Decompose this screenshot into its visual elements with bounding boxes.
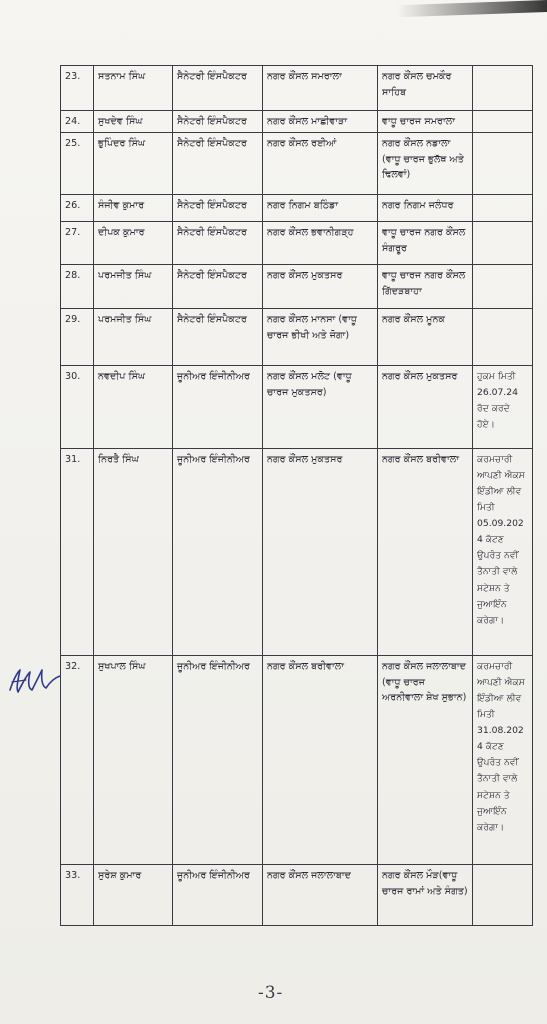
from-station-cell: ਨਗਰ ਕੌਂਸਲ ਮੁਕਤਸਰ (263, 264, 378, 308)
table-row (61, 655, 533, 864)
table-row (61, 111, 533, 133)
name-cell: ਸੁਖਪਾਲ ਸਿੰਘ (94, 655, 173, 864)
serial-cell: 27. (61, 221, 94, 264)
serial-cell: 31. (61, 448, 94, 655)
table-row (61, 448, 533, 655)
table-row (61, 864, 533, 925)
post-cell: ਸੈਨੇਟਰੀ ਇੰਸਪੈਕਟਰ (173, 221, 263, 264)
table-row (61, 308, 533, 365)
to-station-cell: ਨਗਰ ਕੌਂਸਲ ਜਲਾਲਾਬਾਦ (ਵਾਧੂ ਚਾਰਜ ਅਰਨੀਵਾਲਾ ਸ਼ੇਖ ਸੁਭਾਨ) (378, 655, 473, 864)
post-cell: ਜੂਨੀਅਰ ਇੰਜੀਨੀਅਰ (173, 365, 263, 448)
to-station-cell: ਵਾਧੂ ਚਾਰਜ ਸਮਰਾਲਾ (378, 111, 473, 133)
remarks-cell (473, 864, 533, 925)
serial-cell: 24. (61, 111, 94, 133)
name-cell: ਸੁਖਦੇਵ ਸਿੰਘ (94, 111, 173, 133)
post-cell: ਸੈਨੇਟਰੀ ਇੰਸਪੈਕਟਰ (173, 308, 263, 365)
serial-cell: 25. (61, 132, 94, 194)
name-cell: ਸੰਜੀਵ ਕੁਮਾਰ (94, 194, 173, 221)
transfer-table (60, 65, 533, 926)
remarks-cell (473, 111, 533, 133)
remarks-cell (473, 66, 533, 111)
to-station-cell: ਨਗਰ ਕੌਂਸਲ ਮੁਕਤਸਰ (378, 365, 473, 448)
table-row (61, 264, 533, 308)
serial-cell: 29. (61, 308, 94, 365)
remarks-cell (473, 308, 533, 365)
from-station-cell: ਨਗਰ ਕੌਂਸਲ ਸਮਰਾਲਾ (263, 66, 378, 111)
remarks-cell (473, 132, 533, 194)
name-cell: ਨਵਦੀਪ ਸਿੰਘ (94, 365, 173, 448)
remarks-cell: ਕਰਮਚਾਰੀ ਆਪਣੀ ਐਕਸ ਇੰਡੀਆ ਲੀਵ ਮਿਤੀ 31.08.2024 ਕੱਟਣ ਉਪਰੰਤ ਨਵੀਂ ਤੈਨਾਤੀ ਵਾਲੇ ਸਟੇਸ਼ਨ ਤੇ ਜੁਆਇੰਨ ਕਰੇਗਾ। (473, 655, 533, 864)
to-station-cell: ਨਗਰ ਕੌਂਸਲ ਬਰੀਵਾਲਾ (378, 448, 473, 655)
serial-cell: 28. (61, 264, 94, 308)
post-cell: ਸੈਨੇਟਰੀ ਇੰਸਪੈਕਟਰ (173, 66, 263, 111)
page-number: -3- (258, 983, 284, 1003)
post-cell: ਸੈਨੇਟਰੀ ਇੰਸਪੈਕਟਰ (173, 194, 263, 221)
from-station-cell: ਨਗਰ ਕੌਂਸਲ ਭਵਾਨੀਗੜ੍ਹ (263, 221, 378, 264)
from-station-cell: ਨਗਰ ਕੌਂਸਲ ਬਰੀਵਾਲਾ (263, 655, 378, 864)
name-cell: ਦੀਪਕ ਕੁਮਾਰ (94, 221, 173, 264)
scan-shadow (397, 0, 547, 17)
from-station-cell: ਨਗਰ ਕੌਂਸਲ ਮਾਨਸਾ (ਵਾਧੂ ਚਾਰਜ ਭੀਖੀ ਅਤੇ ਜੋਗਾ) (263, 308, 378, 365)
from-station-cell: ਨਗਰ ਨਿਗਮ ਬਠਿੰਡਾ (263, 194, 378, 221)
remarks-cell: ਕਰਮਚਾਰੀ ਆਪਣੀ ਐਕਸ ਇੰਡੀਆ ਲੀਵ ਮਿਤੀ 05.09.2024 ਕੱਟਣ ਉਪਰੰਤ ਨਵੀਂ ਤੈਨਾਤੀ ਵਾਲੇ ਸਟੇਸ਼ਨ ਤੇ ਜੁਆਇੰਨ ਕਰੇਗਾ। (473, 448, 533, 655)
post-cell: ਜੂਨੀਅਰ ਇੰਜੀਨੀਅਰ (173, 655, 263, 864)
from-station-cell: ਨਗਰ ਕੌਂਸਲ ਰਈਆਂ (263, 132, 378, 194)
post-cell: ਜੂਨੀਅਰ ਇੰਜੀਨੀਅਰ (173, 448, 263, 655)
serial-cell: 23. (61, 66, 94, 111)
name-cell: ਸਤਨਾਮ ਸਿੰਘ (94, 66, 173, 111)
serial-cell: 26. (61, 194, 94, 221)
table-row (61, 221, 533, 264)
serial-cell: 30. (61, 365, 94, 448)
to-station-cell: ਨਗਰ ਕੌਂਸਲ ਮੂਨਕ (378, 308, 473, 365)
from-station-cell: ਨਗਰ ਕੌਂਸਲ ਮੁਕਤਸਰ (263, 448, 378, 655)
to-station-cell: ਵਾਧੂ ਚਾਰਜ ਨਗਰ ਕੌਂਸਲ ਗਿੱਦੜਬਾਹਾ (378, 264, 473, 308)
to-station-cell: ਵਾਧੂ ਚਾਰਜ ਨਗਰ ਕੌਂਸਲ ਸੰਗਰੂਰ (378, 221, 473, 264)
from-station-cell: ਨਗਰ ਕੌਂਸਲ ਮਾਛੀਵਾੜਾ (263, 111, 378, 133)
remarks-cell: ਹੁਕਮ ਮਿਤੀ 26.07.24 ਰੱਦ ਕਰਦੇ ਹੋਏ। (473, 365, 533, 448)
name-cell: ਭੁਪਿੰਦਰ ਸਿੰਘ (94, 132, 173, 194)
post-cell: ਸੈਨੇਟਰੀ ਇੰਸਪੈਕਟਰ (173, 264, 263, 308)
name-cell: ਸੁਰੇਸ਼ ਕੁਮਾਰ (94, 864, 173, 925)
table-row (61, 132, 533, 194)
table-row (61, 66, 533, 111)
name-cell: ਪਰਮਜੀਤ ਸਿੰਘ (94, 264, 173, 308)
post-cell: ਜੂਨੀਅਰ ਇੰਜੀਨੀਅਰ (173, 864, 263, 925)
table-row (61, 365, 533, 448)
from-station-cell: ਨਗਰ ਕੌਂਸਲ ਮਲੋਟ (ਵਾਧੂ ਚਾਰਜ ਮੁਕਤਸਰ) (263, 365, 378, 448)
serial-cell: 33. (61, 864, 94, 925)
remarks-cell (473, 221, 533, 264)
to-station-cell: ਨਗਰ ਕੌਂਸਲ ਨਡਾਲਾ (ਵਾਧੂ ਚਾਰਜ ਭੁਲੱਥ ਅਤੇ ਢਿਲਵਾਂ) (378, 132, 473, 194)
post-cell: ਸੈਨੇਟਰੀ ਇੰਸਪੈਕਟਰ (173, 111, 263, 133)
from-station-cell: ਨਗਰ ਕੌਂਸਲ ਜਲਾਲਾਬਾਦ (263, 864, 378, 925)
post-cell: ਸੈਨੇਟਰੀ ਇੰਸਪੈਕਟਰ (173, 132, 263, 194)
name-cell: ਪਰਮਜੀਤ ਸਿੰਘ (94, 308, 173, 365)
handwritten-signature (6, 660, 66, 700)
remarks-cell (473, 264, 533, 308)
to-station-cell: ਨਗਰ ਨਿਗਮ ਜਲੰਧਰ (378, 194, 473, 221)
to-station-cell: ਨਗਰ ਕੌਂਸਲ ਚਮਕੌਰ ਸਾਹਿਬ (378, 66, 473, 111)
table-row (61, 194, 533, 221)
to-station-cell: ਨਗਰ ਕੌਂਸਲ ਮੌੜ(ਵਾਧੂ ਚਾਰਜ ਰਾਮਾਂ ਅਤੇ ਸੰਗਤ) (378, 864, 473, 925)
serial-cell: 32. (61, 655, 94, 864)
remarks-cell (473, 194, 533, 221)
name-cell: ਨਿਰਤੈ ਸਿੰਘ (94, 448, 173, 655)
